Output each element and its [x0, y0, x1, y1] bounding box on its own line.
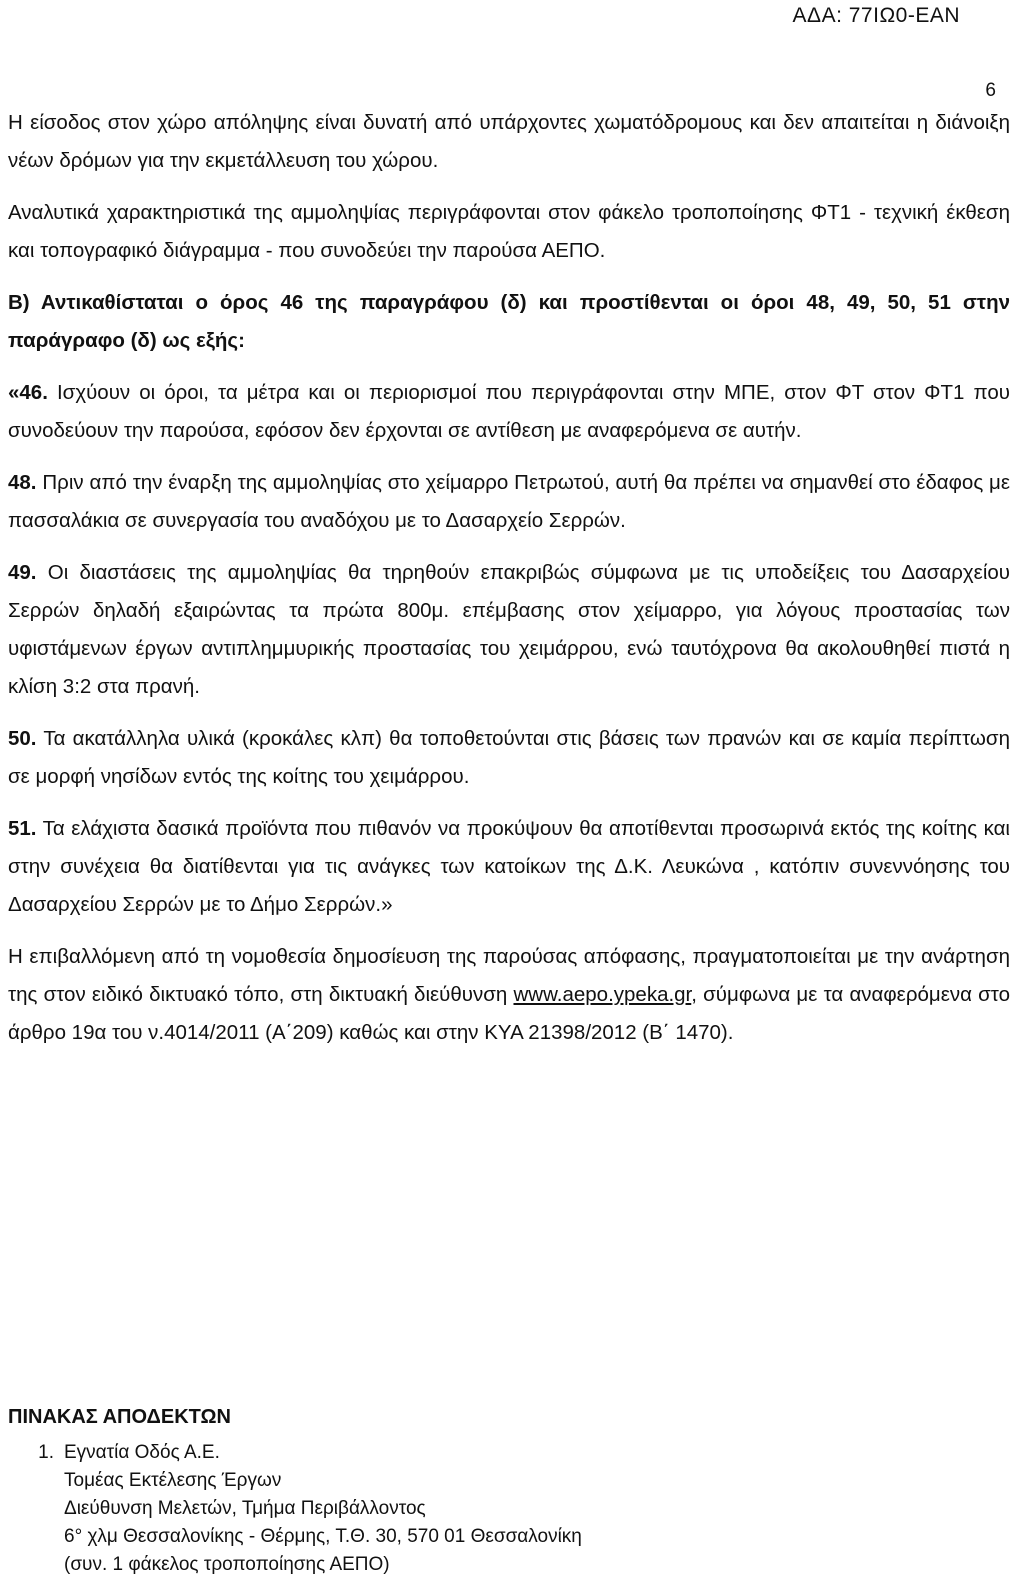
publication-text-end: , σύμφωνα με τα αναφερόμενα στο άρθρο 19α του ν.4014/2011 (Α΄209) καθώς και στην ΚΥΑ 21398/2012 (Β΄ 1470).: [8, 983, 1010, 1044]
recipient-line: Διεύθυνση Μελετών, Τμήμα Περιβάλλοντος: [64, 1498, 426, 1519]
recipient-line: Εγνατία Οδός Α.Ε.: [64, 1442, 220, 1463]
recipient-index: 1.: [38, 1442, 54, 1463]
section-b-heading: Β) Αντικαθίσταται ο όρος 46 της παραγράφου (δ) και προστίθενται οι όροι 48, 49, 50, 51 στην παράγραφο (δ) ως εξής:: [8, 291, 1010, 352]
term-text: Πριν από την έναρξη της αμμοληψίας στο χείμαρρο Πετρωτού, αυτή θα πρέπει να σημανθεί στο έδαφος με πασσαλάκια σε συνεργασία του αναδόχου με το Δασαρχείο Σερρών.: [8, 471, 1010, 532]
page-number: 6: [985, 80, 996, 101]
document-body: [8, 104, 1010, 1052]
paragraph-characteristics: Αναλυτικά χαρακτηριστικά της αμμοληψίας περιγράφονται στον φάκελο τροποποίησης ΦΤ1 - τεχνική έκθεση και τοπογραφικό διάγραμμα - που συνοδεύει την παρούσα ΑΕΠΟ.: [8, 201, 1010, 262]
ada-code: ΑΔΑ: 77ΙΩ0-ΕΑΝ: [792, 4, 960, 27]
term-text: Ισχύουν οι όροι, τα μέτρα και οι περιορισμοί που περιγράφονται στην ΜΠΕ, στον ΦΤ στον ΦΤ1 που συνοδεύουν την παρούσα, εφόσον δεν έρχονται σε αντίθεση με αναφερόμενα σε αυτήν.: [8, 381, 1010, 442]
recipient-line: (συν. 1 φάκελος τροποποίησης ΑΕΠΟ): [64, 1554, 390, 1575]
term-number: «46.: [8, 381, 48, 404]
aepo-website-link[interactable]: www.aepo.ypeka.gr: [513, 983, 692, 1006]
term-number: 51.: [8, 817, 37, 840]
recipients-title: ΠΙΝΑΚΑΣ ΑΠΟΔΕΚΤΩΝ: [8, 1406, 231, 1428]
publication-text: Η επιβαλλόμενη από τη νομοθεσία δημοσίευση της παρούσας απόφασης, πραγματοποιείται με την ανάρτηση της στον ειδικό δικτυακό τόπο, στη δικτυακή διεύθυνση: [8, 945, 1010, 1006]
term-text: Τα ακατάλληλα υλικά (κροκάλες κλπ) θα τοποθετούνται στις βάσεις των πρανών και σε καμία περίπτωση σε μορφή νησίδων εντός της κοίτης του χειμάρρου.: [8, 727, 1010, 788]
recipient-line: 6° χλμ Θεσσαλονίκης - Θέρμης, Τ.Θ. 30, 570 01 Θεσσαλονίκη: [64, 1526, 582, 1547]
recipient-item: [8, 1439, 908, 1579]
term-46: [8, 374, 1010, 450]
term-number: 48.: [8, 471, 37, 494]
term-number: 49.: [8, 561, 37, 584]
recipient-address: [64, 1439, 582, 1579]
term-text: Οι διαστάσεις της αμμοληψίας θα τηρηθούν επακριβώς σύμφωνα με τις υποδείξεις του Δασαρχείου Σερρών δηλαδή εξαιρώντας τα πρώτα 800μ. επέμβασης στον χείμαρρο, για λόγους προστασίας των υφιστάμενων έργων αντιπλημμυρικής προστασίας του χειμάρρου, ενώ ταυτόχρονα θα ακολουθηθεί πιστά η κλίση 3:2 στα πρανή.: [8, 561, 1010, 698]
term-number: 50.: [8, 727, 37, 750]
term-51: [8, 810, 1010, 924]
term-49: [8, 554, 1010, 706]
recipients-table: [8, 1406, 908, 1579]
term-48: [8, 464, 1010, 540]
term-50: [8, 720, 1010, 796]
paragraph-access: Η είσοδος στον χώρο απόληψης είναι δυνατή από υπάρχοντες χωματόδρομους και δεν απαιτείται η διάνοιξη νέων δρόμων για την εκμετάλλευση του χώρου.: [8, 111, 1010, 172]
publication-paragraph: [8, 938, 1010, 1052]
recipient-line: Τομέας Εκτέλεσης Έργων: [64, 1470, 282, 1491]
term-text: Τα ελάχιστα δασικά προϊόντα που πιθανόν να προκύψουν θα αποτίθενται προσωρινά εκτός της κοίτης και στην συνέχεια θα διατίθενται για τις ανάγκες των κατοίκων της Δ.Κ. Λευκώνα , κατόπιν συνεννόησης του Δασαρχείου Σερρών με το Δήμο Σερρών.»: [8, 817, 1010, 916]
